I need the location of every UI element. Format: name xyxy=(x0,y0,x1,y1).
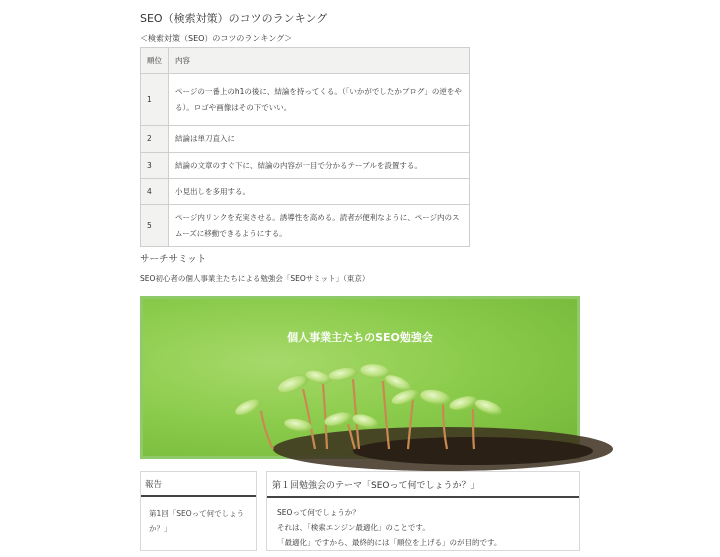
panel-text-line: それは、「検索エンジン最適化」のことです。 xyxy=(277,523,430,532)
section-title: サーチサミット xyxy=(140,254,207,265)
rank-cell: 3 xyxy=(141,153,169,179)
table-row xyxy=(141,179,470,205)
section-description: SEO初心者の個人事業主たちによる勉強会「SEOサミット」（東京） xyxy=(140,274,370,283)
table-row xyxy=(141,74,470,126)
content-cell: 結論は単刀直入に xyxy=(169,126,470,153)
content-cell: 小見出しを多用する。 xyxy=(169,179,470,205)
report-link[interactable]: 第1回「SEOって何でしょうか？」 xyxy=(149,509,245,533)
content-cell: ページ内リンクを充実させる。誘導性を高める。読者が便利なように、ページ内のスムーズに移動できるようにする。 xyxy=(169,205,470,247)
table-row xyxy=(141,153,470,179)
banner-title: 個人事業主たちのSEO勉強会 xyxy=(287,331,433,344)
table-row xyxy=(141,205,470,247)
table-row xyxy=(141,126,470,153)
panel-title: 第１回勉強会のテーマ「SEOって何でしょうか？」 xyxy=(267,472,579,498)
widget-title: 報告 xyxy=(141,472,256,497)
study-theme-panel xyxy=(266,471,580,551)
sprouts-image xyxy=(143,299,577,456)
rank-cell: 2 xyxy=(141,126,169,153)
table-header-row xyxy=(141,48,470,74)
panel-text-line: SEOって何でしょうか？ xyxy=(277,508,360,517)
content-cell: 結論の文章のすぐ下に、結論の内容が一目で分かるテーブルを設置する。 xyxy=(169,153,470,179)
page-title: SEO（検索対策）のコツのランキング xyxy=(140,12,328,25)
panel-text-line: 「最適化」ですから、最終的には「順位を上げる」のが目的です。 xyxy=(277,538,502,547)
column-header-content: 内容 xyxy=(169,48,470,74)
rank-cell: 1 xyxy=(141,74,169,126)
rank-cell: 5 xyxy=(141,205,169,247)
content-cell: ページの一番上のh1の後に、結論を持ってくる。（「いかがでしたかブログ」の逆をやる）。ロゴや画像はその下でいい。 xyxy=(169,74,470,126)
ranking-table xyxy=(140,47,470,247)
column-header-rank: 順位 xyxy=(141,48,169,74)
rank-cell: 4 xyxy=(141,179,169,205)
report-widget xyxy=(140,471,257,551)
table-caption: ＜検索対策（SEO）のコツのランキング＞ xyxy=(140,34,293,43)
seo-study-banner[interactable] xyxy=(140,296,580,459)
